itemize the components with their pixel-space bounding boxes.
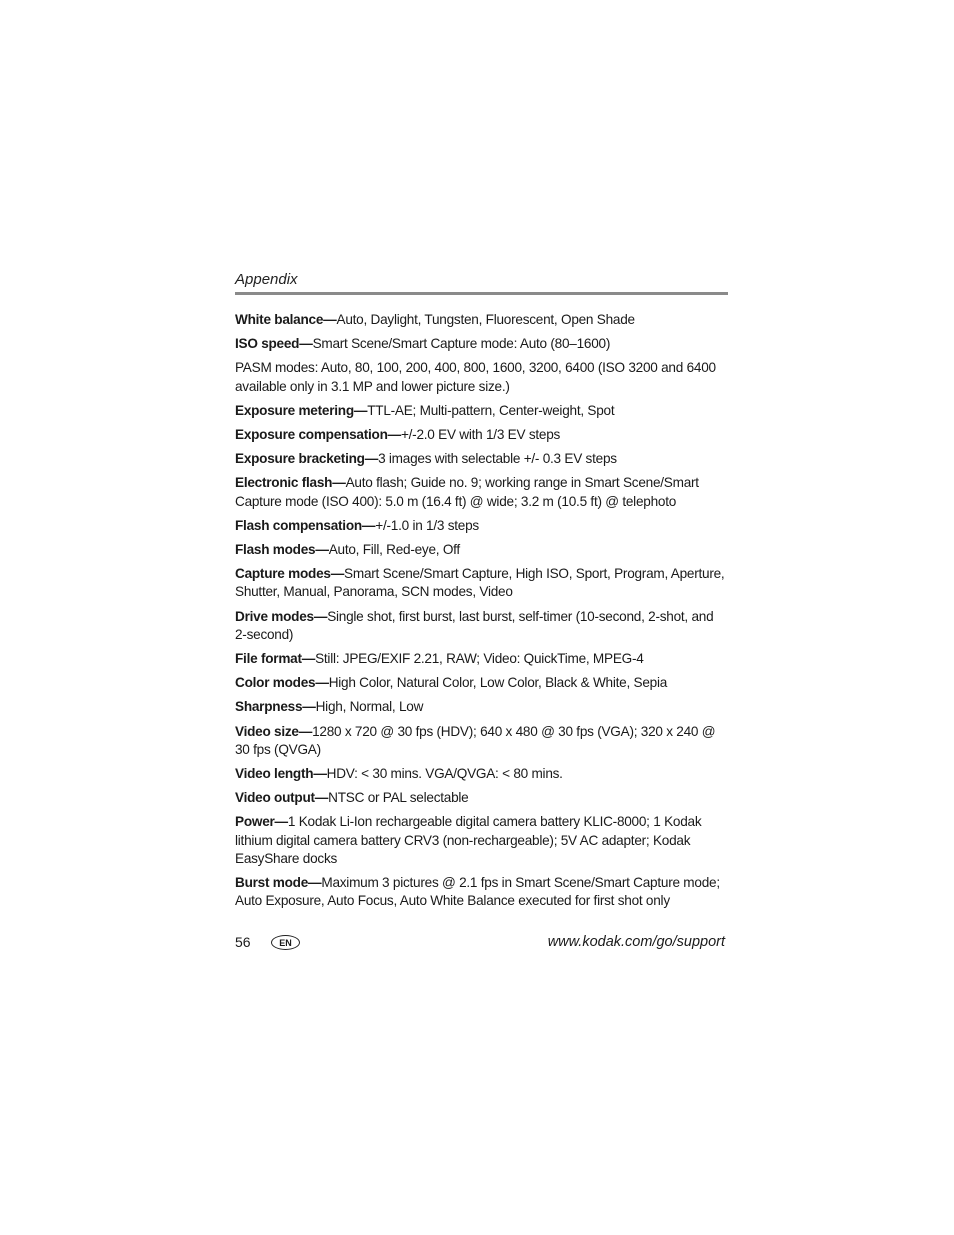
spec-label: ISO speed— xyxy=(235,336,313,352)
spec-value: Auto, Fill, Red-eye, Off xyxy=(328,542,460,558)
spec-label: Electronic flash— xyxy=(235,475,346,491)
spec-label: Video size— xyxy=(235,723,313,739)
spec-video-length xyxy=(235,765,728,783)
spec-flash-compensation xyxy=(235,517,728,535)
page-footer xyxy=(235,931,728,953)
spec-exposure-compensation xyxy=(235,426,728,444)
spec-label: Exposure compensation— xyxy=(235,427,401,443)
spec-value: High Color, Natural Color, Low Color, Black & White, Sepia xyxy=(328,675,668,691)
spec-value: 3 images with selectable +/- 0.3 EV steps xyxy=(378,451,617,467)
header-rule xyxy=(235,292,728,295)
manual-page xyxy=(235,0,728,1235)
language-badge-icon: EN xyxy=(271,935,300,950)
spec-video-output xyxy=(235,789,728,807)
spec-video-size xyxy=(235,723,728,759)
spec-label: Drive modes— xyxy=(235,608,328,624)
spec-value: +/-1.0 in 1/3 steps xyxy=(375,517,479,533)
spec-exposure-bracketing xyxy=(235,450,728,468)
spec-color-modes xyxy=(235,674,728,692)
spec-value: PASM modes: Auto, 80, 100, 200, 400, 800, 1600, 3200, 6400 (ISO 3200 and 6400 available only in 3.1 MP and lower picture size.) xyxy=(235,360,716,394)
spec-value: Smart Scene/Smart Capture mode: Auto (80–1600) xyxy=(312,336,611,352)
spec-value: +/-2.0 EV with 1/3 EV steps xyxy=(400,427,561,443)
spec-value: Single shot, first burst, last burst, self-timer (10-second, 2-shot, and 2-second) xyxy=(235,608,714,642)
spec-value: Auto, Daylight, Tungsten, Fluorescent, Open Shade xyxy=(336,312,635,327)
spec-sharpness xyxy=(235,698,728,716)
spec-label: Color modes— xyxy=(235,675,329,691)
spec-value: 1280 x 720 @ 30 fps (HDV); 640 x 480 @ 30 fps (VGA); 320 x 240 @ 30 fps (QVGA) xyxy=(235,723,716,757)
spec-power xyxy=(235,813,728,868)
spec-value: Still: JPEG/EXIF 2.21, RAW; Video: QuickTime, MPEG-4 xyxy=(315,651,644,667)
spec-burst-mode xyxy=(235,874,728,910)
spec-value: Auto flash; Guide no. 9; working range in Smart Scene/Smart Capture mode (ISO 400): 5.0 m (16.4 ft) @ wide; 3.2 m (10.5 ft) @ telephoto xyxy=(235,475,699,509)
spec-value: Maximum 3 pictures @ 2.1 fps in Smart Scene/Smart Capture mode; Auto Exposure, Auto Focus, Auto White Balance executed for first shot only xyxy=(235,875,720,909)
spec-value: NTSC or PAL selectable xyxy=(328,790,469,806)
spec-list xyxy=(235,311,728,916)
spec-value: 1 Kodak Li-Ion rechargeable digital camera battery KLIC-8000; 1 Kodak lithium digital camera battery CRV3 (non-rechargeable); 5V AC adapter; Kodak EasyShare docks xyxy=(235,814,702,866)
spec-label: White balance— xyxy=(235,312,337,327)
spec-electronic-flash xyxy=(235,474,728,510)
spec-label: Power— xyxy=(235,814,288,830)
spec-label: Sharpness— xyxy=(235,699,316,715)
spec-value: TTL-AE; Multi-pattern, Center-weight, Spot xyxy=(367,402,615,418)
spec-white-balance xyxy=(235,311,728,329)
section-title: Appendix xyxy=(235,271,298,288)
page-number: 56 xyxy=(235,934,251,950)
spec-label: Flash compensation— xyxy=(235,517,376,533)
spec-label: Burst mode— xyxy=(235,875,322,891)
spec-iso-speed xyxy=(235,335,728,353)
spec-label: Video length— xyxy=(235,766,327,782)
spec-exposure-metering xyxy=(235,402,728,420)
spec-label: Exposure bracketing— xyxy=(235,451,379,467)
spec-label: Video output— xyxy=(235,790,329,806)
spec-pasm-modes xyxy=(235,359,728,395)
spec-label: Exposure metering— xyxy=(235,402,368,418)
spec-capture-modes xyxy=(235,565,728,601)
spec-drive-modes xyxy=(235,608,728,644)
spec-value: HDV: < 30 mins. VGA/QVGA: < 80 mins. xyxy=(326,766,563,782)
spec-label: Flash modes— xyxy=(235,542,329,558)
spec-label: Capture modes— xyxy=(235,566,345,582)
support-url: www.kodak.com/go/support xyxy=(547,934,725,950)
spec-flash-modes xyxy=(235,541,728,559)
spec-value: High, Normal, Low xyxy=(315,699,424,715)
spec-value: Smart Scene/Smart Capture, High ISO, Sport, Program, Aperture, Shutter, Manual, Panorama, SCN modes, Video xyxy=(235,566,725,600)
spec-file-format xyxy=(235,650,728,668)
spec-label: File format— xyxy=(235,651,316,667)
